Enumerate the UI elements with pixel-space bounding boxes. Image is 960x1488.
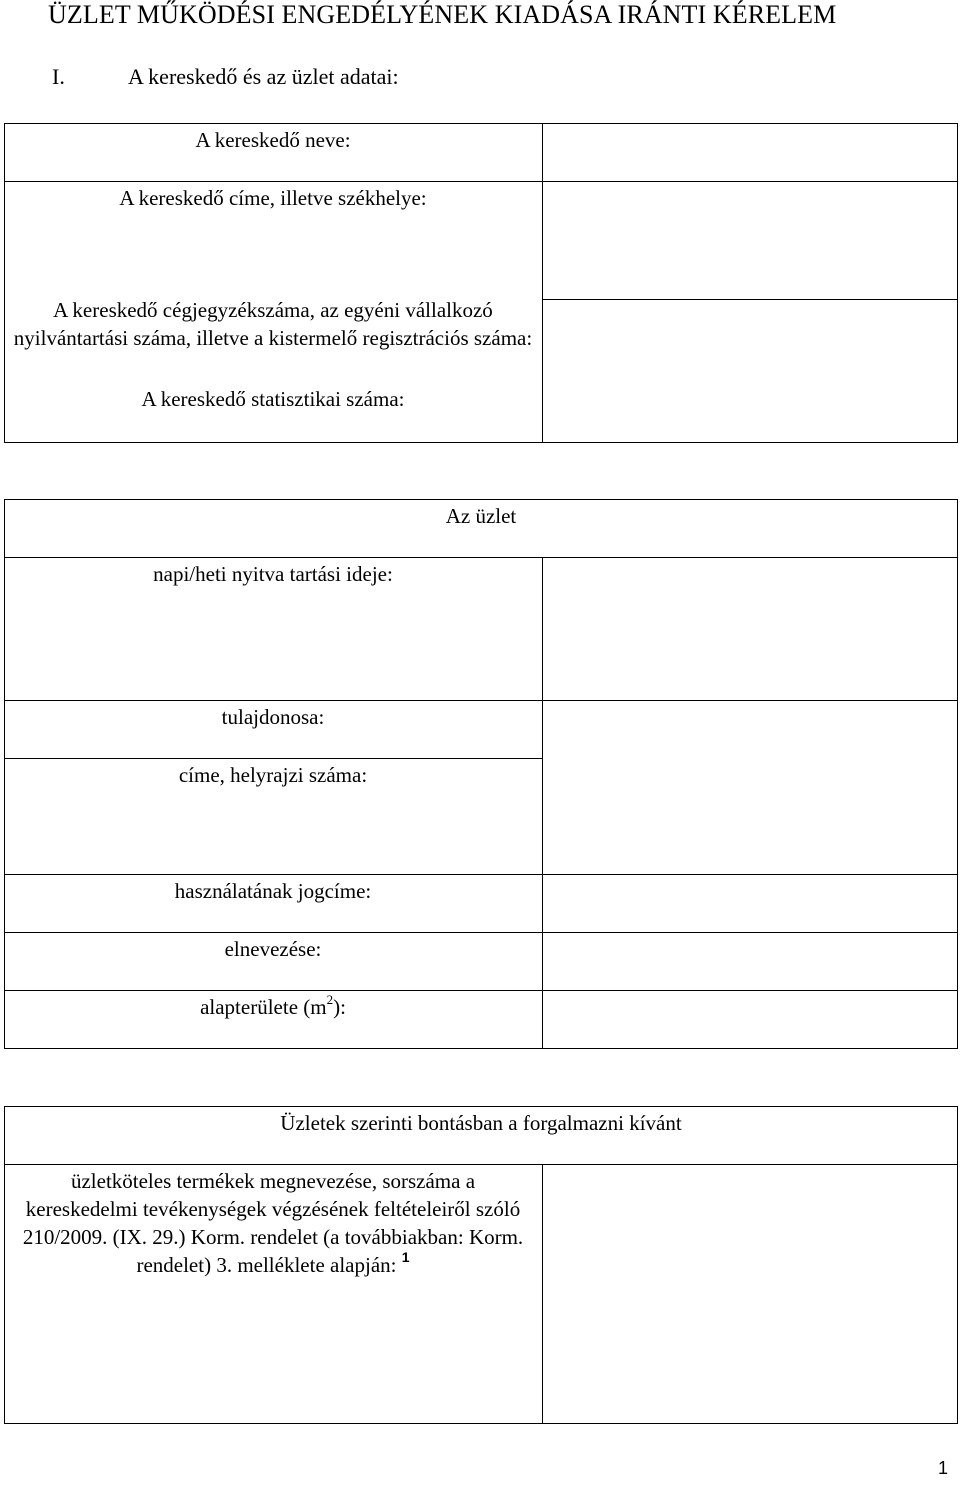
products-label-text: üzletköteles termékek megnevezése, sorszáma a kereskedelmi tevékenységek végzésének feltételeiről szóló 210/2009. (IX. 29.) Korm. rendelet (a továbbiakban: Korm. rendelet) 3. melléklete alapján:	[22, 1169, 524, 1277]
shop-address-label: címe, helyrajzi száma:	[178, 763, 368, 787]
merchant-address-field[interactable]	[544, 183, 956, 298]
merchant-statistical-label: A kereskedő statisztikai száma:	[141, 387, 405, 411]
shop-table-divider	[542, 557, 543, 1049]
section-title: A kereskedő és az üzlet adatai:	[128, 64, 399, 89]
merchant-table-row-line	[542, 299, 958, 300]
shop-table-header: Az üzlet	[445, 504, 517, 528]
shop-table-row-line	[4, 932, 958, 933]
merchant-name-label: A kereskedő neve:	[195, 128, 351, 152]
shop-table-header-line	[4, 557, 958, 558]
products-table-header-line	[4, 1164, 958, 1165]
opening-hours-label: napi/heti nyitva tartási ideje:	[153, 562, 393, 586]
shop-name-label: elnevezése:	[224, 937, 322, 961]
merchant-table-row-line	[4, 181, 958, 182]
floor-area-label-suffix: ):	[333, 995, 346, 1019]
products-label	[22, 1167, 524, 1279]
merchant-table-divider	[542, 123, 543, 443]
floor-area-field[interactable]	[544, 992, 956, 1047]
opening-hours-field[interactable]	[544, 559, 956, 699]
floor-area-label	[4, 993, 542, 1021]
section-number: I.	[52, 64, 65, 89]
shop-table-row-line	[4, 758, 542, 759]
owner-field[interactable]	[544, 702, 956, 873]
merchant-registry-field[interactable]	[544, 301, 956, 441]
merchant-name-field[interactable]	[544, 125, 956, 180]
usage-title-label: használatának jogcíme:	[174, 879, 372, 903]
merchant-registry-label: A kereskedő cégjegyzékszáma, az egyéni vállalkozó nyilvántartási száma, illetve a kistermelő regisztrációs száma:	[13, 298, 533, 350]
document-title: ÜZLET MŰKÖDÉSI ENGEDÉLYÉNEK KIADÁSA IRÁNTI KÉRELEM	[48, 0, 837, 29]
footnote-reference[interactable]: 1	[401, 1249, 410, 1265]
usage-title-field[interactable]	[544, 876, 956, 931]
floor-area-label-text: alapterülete (m	[200, 995, 327, 1019]
products-field[interactable]	[544, 1166, 956, 1422]
owner-label: tulajdonosa:	[221, 705, 325, 729]
shop-table-row-line	[4, 700, 958, 701]
section-heading	[52, 64, 399, 90]
floor-area-label-superscript: 2	[326, 992, 334, 1007]
shop-table-row-line	[4, 874, 958, 875]
products-table-header: Üzletek szerinti bontásban a forgalmazni kívánt	[280, 1111, 682, 1135]
page-number: 1	[937, 1458, 948, 1478]
shop-name-field[interactable]	[544, 934, 956, 989]
products-table-divider	[542, 1164, 543, 1424]
shop-table-row-line	[4, 990, 958, 991]
merchant-address-label: A kereskedő címe, illetve székhelye:	[119, 186, 427, 210]
